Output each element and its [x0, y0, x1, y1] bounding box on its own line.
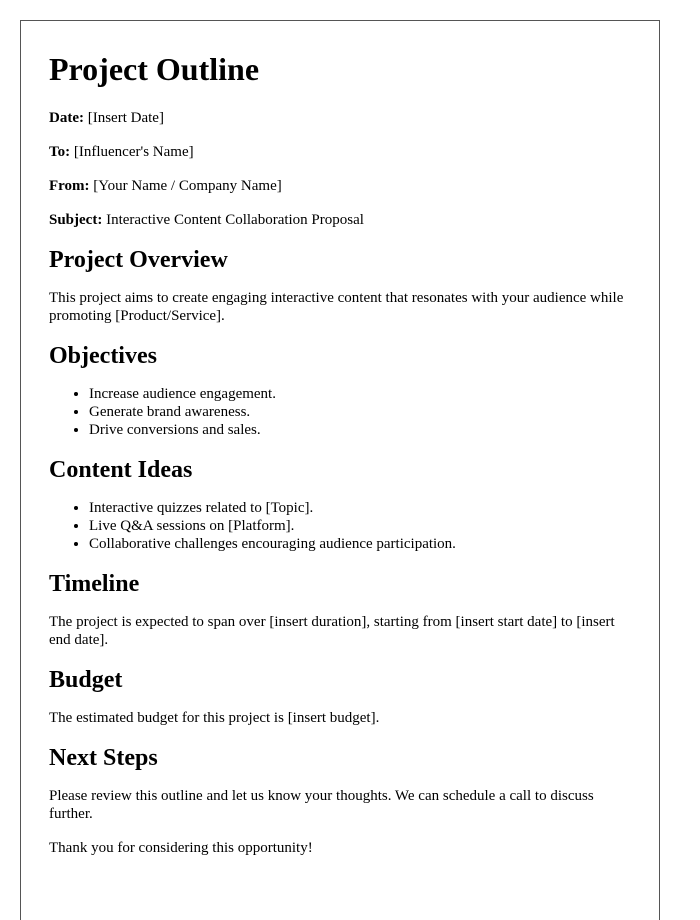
- content-ideas-heading: Content Ideas: [49, 457, 193, 483]
- list-item: • Interactive quizzes related to [Topic].: [89, 499, 631, 517]
- meta-from: [49, 177, 631, 195]
- timeline-heading: Timeline: [49, 571, 140, 597]
- content-ideas-list: [49, 499, 631, 553]
- meta-to-label: To:: [49, 144, 71, 160]
- overview-heading: Project Overview: [49, 247, 228, 273]
- list-item: • Drive conversions and sales.: [89, 421, 631, 439]
- meta-to: [49, 143, 631, 161]
- objectives-list: [49, 385, 631, 439]
- meta-date: [49, 109, 631, 127]
- timeline-text: The project is expected to span over [insert duration], starting from [insert start date] to [insert end date].: [49, 614, 615, 648]
- meta-from-label: From:: [49, 178, 90, 194]
- meta-subject: [49, 211, 631, 229]
- document-page: [20, 20, 660, 920]
- list-item: • Collaborative challenges encouraging audience participation.: [89, 535, 631, 553]
- list-item: • Increase audience engagement.: [89, 385, 631, 403]
- meta-subject-value: Interactive Content Collaboration Proposal: [106, 212, 364, 228]
- list-item: • Live Q&A sessions on [Platform].: [89, 517, 631, 535]
- overview-text: This project aims to create engaging interactive content that resonates with your audience while promoting [Product/Service].: [49, 290, 624, 324]
- page-title: Project Outline: [49, 51, 260, 87]
- meta-date-label: Date:: [49, 110, 84, 126]
- list-item: • Generate brand awareness.: [89, 403, 631, 421]
- budget-heading: Budget: [49, 667, 123, 693]
- meta-subject-label: Subject:: [49, 212, 103, 228]
- meta-from-value: [Your Name / Company Name]: [93, 178, 282, 194]
- closing-text: Thank you for considering this opportunity!: [49, 840, 313, 856]
- meta-to-value: [Influencer's Name]: [73, 144, 194, 160]
- next-steps-heading: Next Steps: [49, 745, 158, 771]
- objectives-heading: Objectives: [49, 343, 157, 369]
- next-steps-text: Please review this outline and let us know your thoughts. We can schedule a call to discuss further.: [49, 788, 594, 822]
- budget-text: The estimated budget for this project is [insert budget].: [49, 710, 380, 726]
- meta-date-value: [Insert Date]: [87, 110, 164, 126]
